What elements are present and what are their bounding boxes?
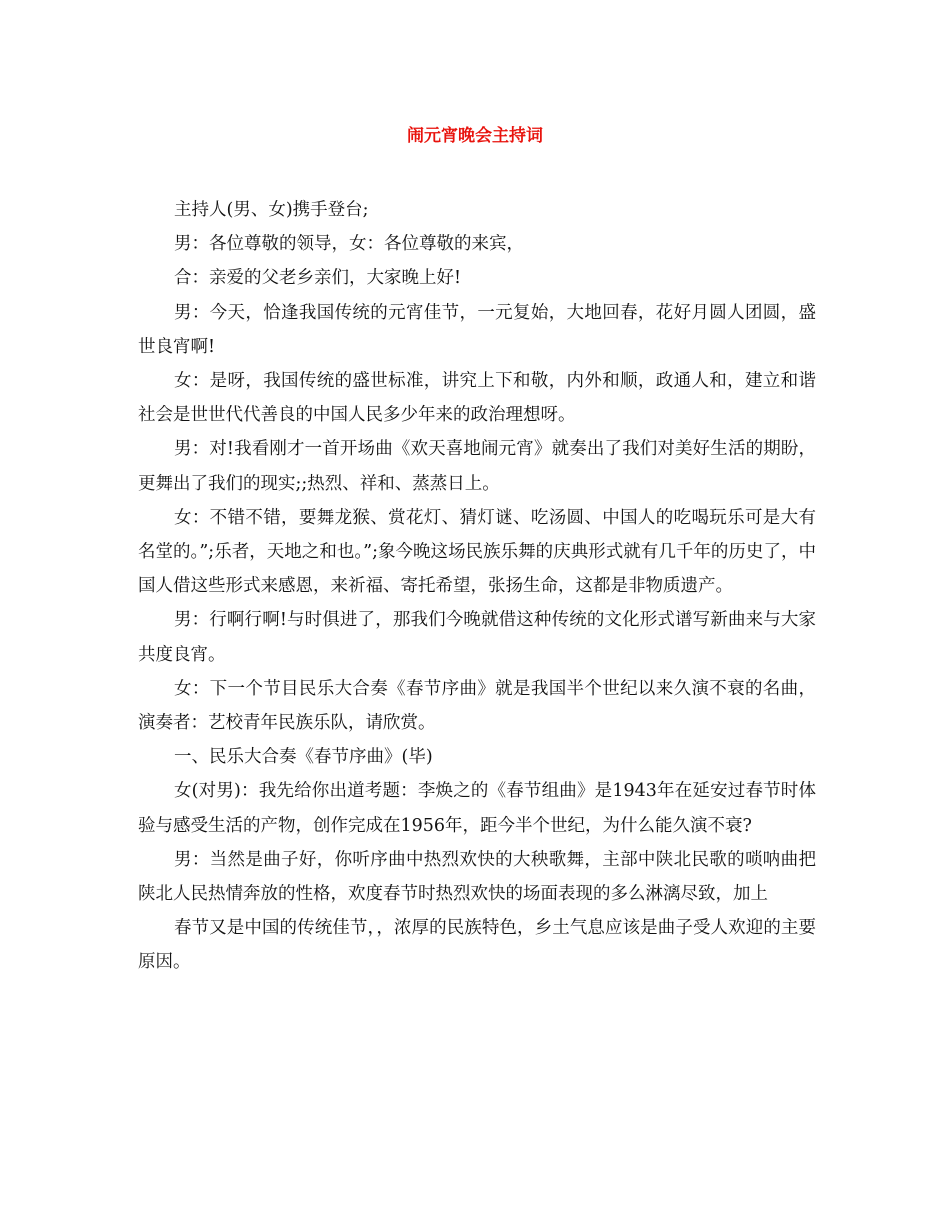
paragraph-12: 男：当然是曲子好，你听序曲中热烈欢快的大秧歌舞，主部中陕北民歌的唢呐曲把陕北人民热情奔放的性格，欢度春节时热烈欢快的场面表现的多么淋漓尽致，加上	[138, 849, 816, 905]
paragraph-3: 合：亲爱的父老乡亲们，大家晚上好!	[174, 268, 462, 289]
paragraph-2: 男：各位尊敬的领导，女：各位尊敬的来宾，	[174, 234, 524, 255]
document-body	[138, 193, 816, 980]
paragraph-5: 女：是呀，我国传统的盛世标准，讲究上下和敬，内外和顺，政通人和，建立和谐社会是世世代代善良的中国人民多少年来的政治理想呀。	[138, 371, 816, 426]
paragraph-11: 女(对男)：我先给你出道考题：李焕之的《春节组曲》是1943年在延安过春节时体验与感受生活的产物，创作完成在1956年，距今半个世纪，为什么能久演不衰?	[138, 781, 816, 836]
paragraph-1: 主持人(男、女)携手登台;	[174, 200, 369, 220]
page-title: 闹元宵晚会主持词	[407, 126, 543, 146]
paragraph-7: 女：不错不错，要舞龙猴、赏花灯、猜灯谜、吃汤圆、中国人的吃喝玩乐可是大有名堂的。”;乐者，天地之和也。”;象今晚这场民族乐舞的庆典形式就有几千年的历史了，中国人借这些形式来感恩，来祈福、寄托希望，张扬生命，这都是非物质遗产。	[138, 507, 816, 597]
paragraph-13: 春节又是中国的传统佳节，，浓厚的民族特色，乡土气息应该是曲子受人欢迎的主要原因。	[138, 918, 816, 973]
paragraph-10: 一、民乐大合奏《春节序曲》(毕)	[174, 747, 433, 768]
paragraph-6: 男：对!我看刚才一首开场曲《欢天喜地闹元宵》就奏出了我们对美好生活的期盼，更舞出了我们的现实;;热烈、祥和、蒸蒸日上。	[138, 439, 816, 494]
paragraph-8: 男：行啊行啊!与时俱进了，那我们今晚就借这种传统的文化形式谱写新曲来与大家共度良宵。	[138, 610, 816, 665]
paragraph-9: 女：下一个节目民乐大合奏《春节序曲》就是我国半个世纪以来久演不衰的名曲，演奏者：艺校青年民族乐队，请欣赏。	[138, 678, 816, 734]
paragraph-4: 男：今天，恰逢我国传统的元宵佳节，一元复始，大地回春，花好月圆人团圆，盛世良宵啊!	[138, 302, 816, 357]
